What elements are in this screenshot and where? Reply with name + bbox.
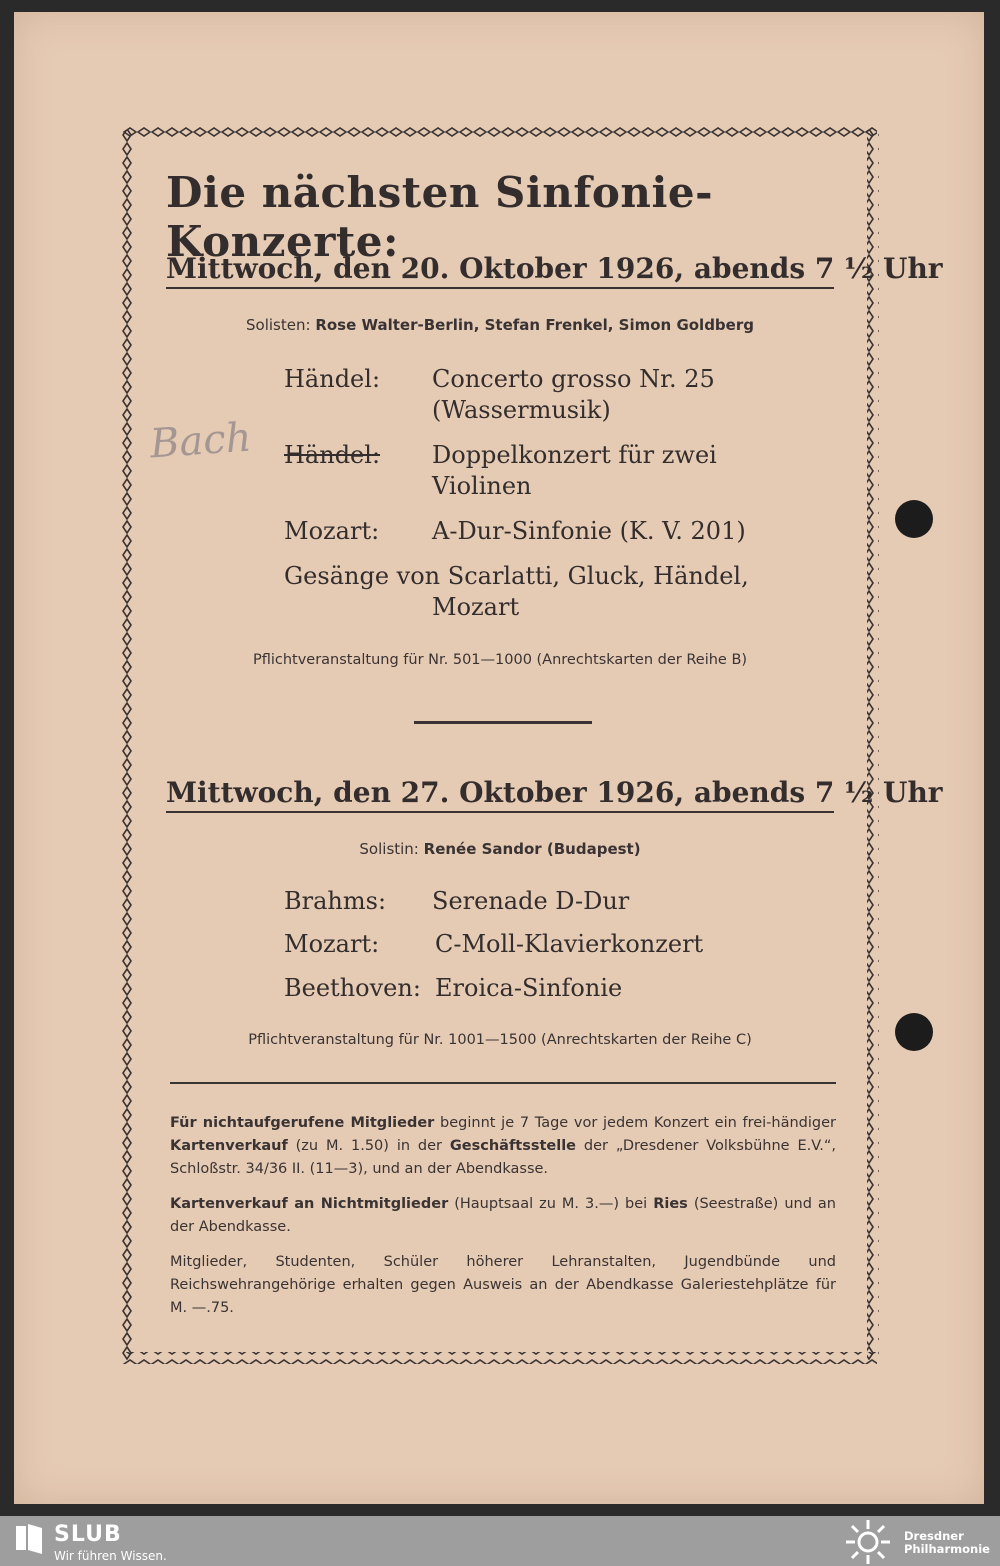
work-line: (Wassermusik) — [432, 396, 611, 424]
concert-1-soloists — [0, 316, 1000, 334]
slub-logo-icon — [14, 1522, 44, 1558]
concert-2-obligation: Pflichtveranstaltung für Nr. 1001—1500 (Anrechtskarten der Reihe C) — [248, 1032, 752, 1048]
note-text: beginnt je 7 Tage vor jedem Konzert ein frei-händiger — [434, 1115, 837, 1131]
work: C-Moll-Klavierkonzert — [435, 930, 704, 958]
philharmonie-logo-icon — [840, 1518, 896, 1566]
work: Serenade D-Dur — [432, 887, 630, 915]
library-tagline: Wir führen Wissen. — [54, 1549, 167, 1563]
work: A-Dur-Sinfonie (K. V. 201) — [432, 517, 746, 545]
note-text: (Hauptsaal zu M. 3.—) bei — [448, 1196, 654, 1212]
partner-line: Philharmonie — [904, 1542, 990, 1556]
page-title: Die nächsten Sinfonie-Konzerte: — [166, 168, 714, 266]
note-bold: Kartenverkauf an Nichtmitglieder — [170, 1196, 449, 1212]
note-text: der „Dresdener Volksbühne E.V.“, Schloßstr. 34/36 II. (11—3), und an der Abendkasse. — [170, 1138, 836, 1177]
songs-item — [284, 561, 804, 623]
concert-2-soloists — [0, 840, 1000, 858]
work — [432, 364, 762, 426]
songs-line: Mozart — [432, 593, 520, 621]
members-sales-note — [170, 1112, 836, 1181]
library-name: SLUB — [54, 1522, 122, 1547]
soloists-names: Renée Sandor (Budapest) — [423, 840, 641, 858]
songs-line: Gesänge von Scarlatti, Gluck, Händel, — [284, 562, 749, 590]
concert-2-date: Mittwoch, den 27. Oktober 1926, abends 7 ½ Uhr — [166, 776, 834, 813]
work-line: Violinen — [432, 472, 532, 500]
work: Eroica-Sinfonie — [435, 974, 623, 1002]
work-line: Concerto grosso Nr. 25 — [432, 365, 715, 393]
soloists-label: Solisten: — [246, 316, 311, 334]
composer: Brahms: — [284, 887, 387, 915]
divider — [170, 1082, 836, 1084]
note-bold: Für nichtaufgerufene Mitglieder — [170, 1115, 435, 1131]
work — [432, 440, 762, 502]
composer: Händel: — [284, 441, 381, 469]
partner-name — [904, 1530, 990, 1556]
composer: Beethoven: — [284, 974, 421, 1002]
note-bold: Ries — [653, 1196, 688, 1212]
composer: Händel: — [284, 365, 381, 393]
handwritten-annotation: Bach — [148, 414, 253, 468]
footer-bar — [0, 1516, 1000, 1566]
note-bold: Kartenverkauf — [170, 1138, 288, 1154]
work-line: Doppelkonzert für zwei — [432, 441, 717, 469]
soloists-label: Solistin: — [359, 840, 419, 858]
concert-1-obligation: Pflichtveranstaltung für Nr. 501—1000 (Anrechtskarten der Reihe B) — [252, 652, 748, 668]
partner-line: Dresdner — [904, 1529, 964, 1543]
nonmembers-sales-note — [170, 1193, 836, 1239]
concert-1-date: Mittwoch, den 20. Oktober 1926, abends 7 ½ Uhr — [166, 252, 834, 289]
composer: Mozart: — [284, 930, 380, 958]
note-text: (zu M. 1.50) in der — [287, 1138, 450, 1154]
soloists-names: Rose Walter-Berlin, Stefan Frenkel, Simon Goldberg — [315, 316, 754, 334]
note-text: (Seestraße) und an der Abendkasse. — [170, 1196, 836, 1235]
discount-note: Mitglieder, Studenten, Schüler höherer Lehranstalten, Jugendbünde und Reichswehrangehörige erhalten gegen Ausweis an der Abendkasse Galeriestehplätze für M. —.75. — [170, 1254, 836, 1316]
composer: Mozart: — [284, 517, 380, 545]
note-bold: Geschäftsstelle — [449, 1138, 577, 1154]
divider — [414, 721, 592, 724]
